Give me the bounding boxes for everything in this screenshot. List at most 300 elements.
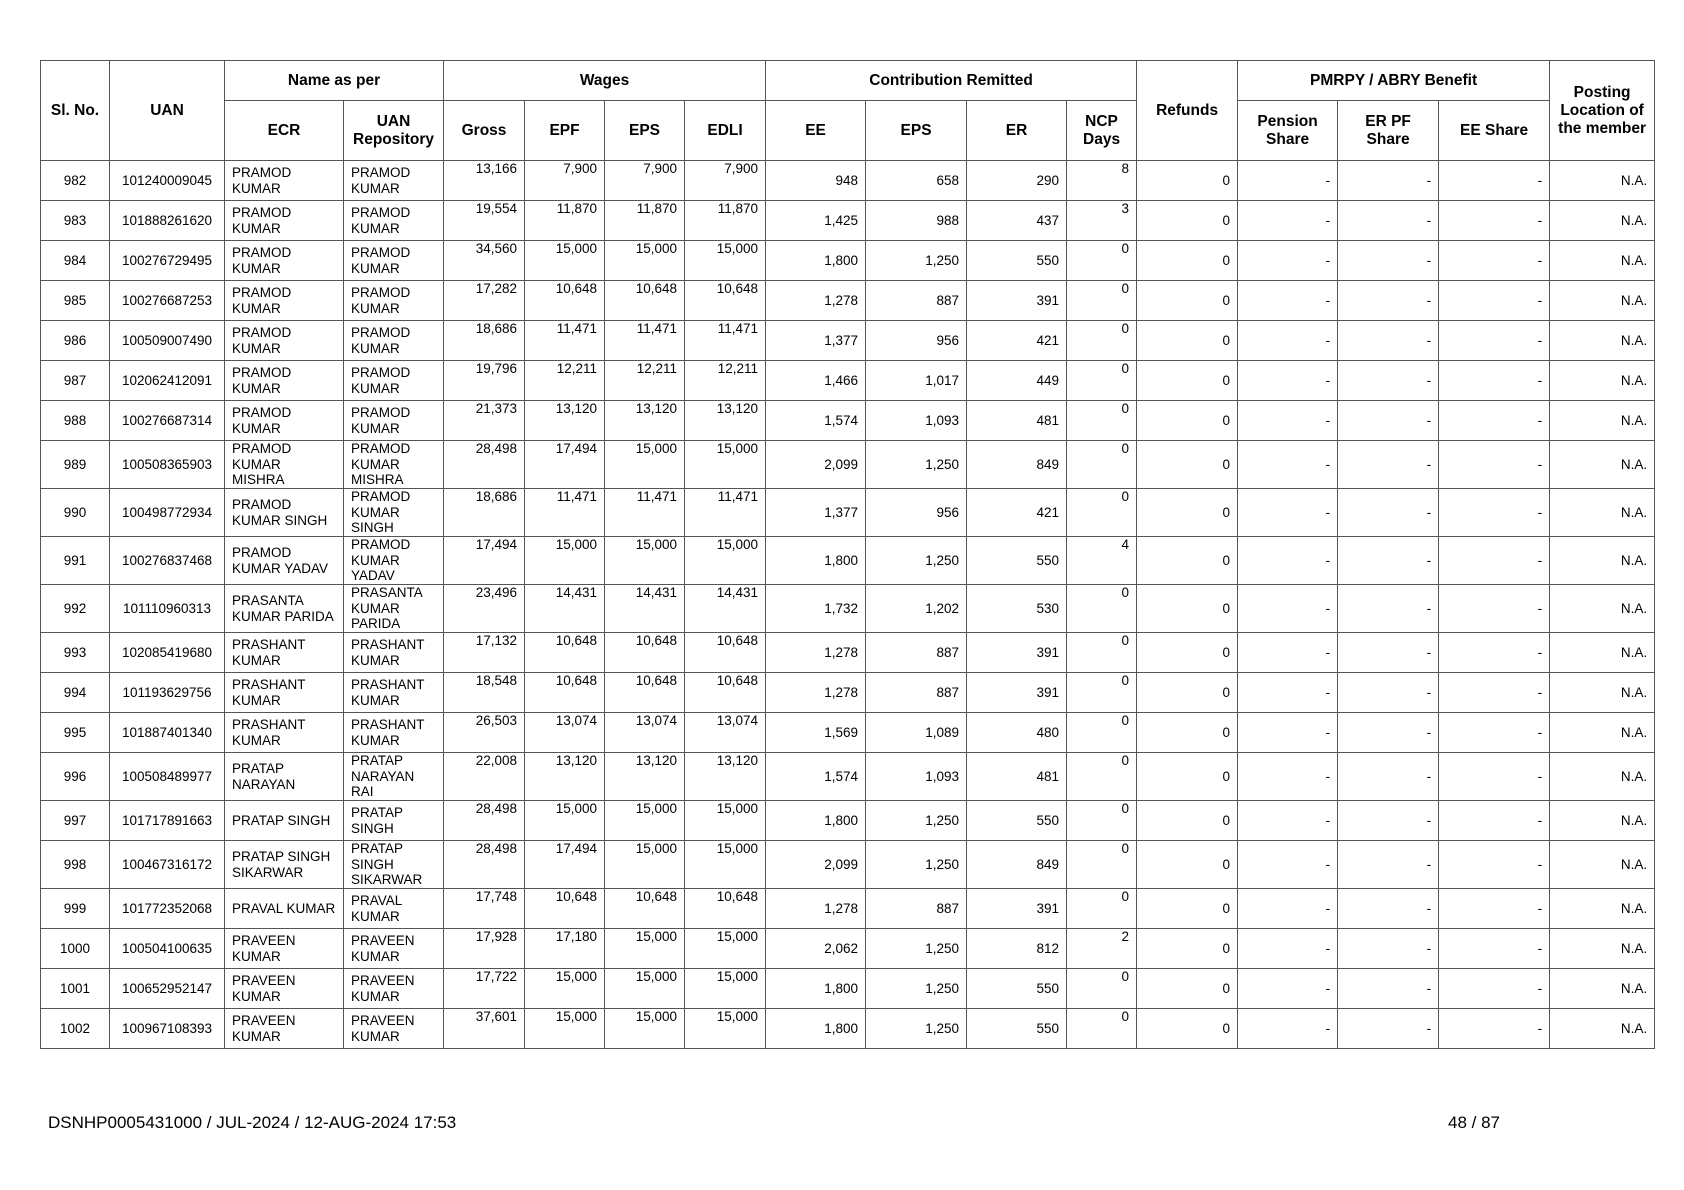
cell-ee-share: -: [1439, 321, 1550, 361]
cell-ee-share: -: [1439, 361, 1550, 401]
cell-er: 391: [967, 889, 1067, 929]
cell-posting-location: N.A.: [1550, 281, 1655, 321]
cell-uan-repository-name: PRAMOD KUMAR: [344, 201, 444, 241]
cell-er-pf-share: -: [1338, 969, 1439, 1009]
cell-ecr-name: PRAVEEN KUMAR: [225, 1009, 344, 1049]
cell-er: 480: [967, 713, 1067, 753]
cell-ncp-days: 0: [1067, 713, 1137, 753]
cell-epf: 15,000: [525, 1009, 605, 1049]
cell-sl-no: 997: [41, 801, 110, 841]
cell-posting-location: N.A.: [1550, 801, 1655, 841]
cell-ee-share: -: [1439, 161, 1550, 201]
cell-pension-share: -: [1238, 713, 1338, 753]
cell-epf: 15,000: [525, 969, 605, 1009]
cell-er: 421: [967, 321, 1067, 361]
table-row: [41, 713, 1655, 753]
cell-refunds: 0: [1137, 241, 1238, 281]
cell-pension-share: -: [1238, 633, 1338, 673]
cell-uan: 101240009045: [110, 161, 225, 201]
cell-edli: 15,000: [685, 969, 766, 1009]
cell-er-pf-share: -: [1338, 713, 1439, 753]
cell-er: 391: [967, 673, 1067, 713]
cell-gross: 23,496: [444, 585, 525, 633]
cell-epf: 10,648: [525, 673, 605, 713]
table-row: [41, 321, 1655, 361]
cell-eps-wages: 15,000: [605, 969, 685, 1009]
cell-gross: 19,554: [444, 201, 525, 241]
cell-refunds: 0: [1137, 889, 1238, 929]
table-header: [41, 61, 1655, 161]
cell-epf: 17,180: [525, 929, 605, 969]
cell-eps-wages: 13,120: [605, 753, 685, 801]
cell-eps-contribution: 1,202: [866, 585, 967, 633]
cell-uan: 100276837468: [110, 537, 225, 585]
cell-ee-share: -: [1439, 673, 1550, 713]
table-row: [41, 537, 1655, 585]
cell-edli: 12,211: [685, 361, 766, 401]
cell-er: 421: [967, 489, 1067, 537]
cell-epf: 13,120: [525, 401, 605, 441]
col-uan-repository: UAN Repository: [344, 101, 444, 161]
cell-uan: 101110960313: [110, 585, 225, 633]
cell-eps-wages: 15,000: [605, 241, 685, 281]
cell-uan: 100967108393: [110, 1009, 225, 1049]
cell-eps-wages: 11,471: [605, 489, 685, 537]
cell-uan: 101717891663: [110, 801, 225, 841]
cell-ee-share: -: [1439, 889, 1550, 929]
cell-uan: 101193629756: [110, 673, 225, 713]
table-row: [41, 201, 1655, 241]
cell-epf: 14,431: [525, 585, 605, 633]
cell-ee-share: -: [1439, 1009, 1550, 1049]
cell-refunds: 0: [1137, 321, 1238, 361]
cell-eps-contribution: 1,093: [866, 401, 967, 441]
cell-eps-wages: 7,900: [605, 161, 685, 201]
cell-refunds: 0: [1137, 801, 1238, 841]
cell-posting-location: N.A.: [1550, 841, 1655, 889]
cell-eps-contribution: 1,250: [866, 1009, 967, 1049]
group-contribution-remitted: Contribution Remitted: [766, 61, 1137, 101]
table-row: [41, 401, 1655, 441]
table-row: [41, 841, 1655, 889]
cell-ee: 1,425: [766, 201, 866, 241]
cell-pension-share: -: [1238, 241, 1338, 281]
cell-er-pf-share: -: [1338, 401, 1439, 441]
cell-er-pf-share: -: [1338, 361, 1439, 401]
cell-er: 812: [967, 929, 1067, 969]
col-ecr: ECR: [225, 101, 344, 161]
cell-refunds: 0: [1137, 673, 1238, 713]
cell-ee: 948: [766, 161, 866, 201]
cell-refunds: 0: [1137, 489, 1238, 537]
cell-eps-contribution: 1,250: [866, 801, 967, 841]
cell-edli: 14,431: [685, 585, 766, 633]
cell-ncp-days: 0: [1067, 1009, 1137, 1049]
cell-eps-wages: 15,000: [605, 801, 685, 841]
cell-refunds: 0: [1137, 401, 1238, 441]
cell-eps-contribution: 956: [866, 321, 967, 361]
cell-ee: 1,800: [766, 1009, 866, 1049]
cell-ecr-name: PRAMOD KUMAR MISHRA: [225, 441, 344, 489]
cell-ee: 1,278: [766, 633, 866, 673]
cell-ecr-name: PRAMOD KUMAR: [225, 321, 344, 361]
cell-ncp-days: 2: [1067, 929, 1137, 969]
cell-uan: 100509007490: [110, 321, 225, 361]
cell-sl-no: 982: [41, 161, 110, 201]
cell-posting-location: N.A.: [1550, 753, 1655, 801]
cell-sl-no: 996: [41, 753, 110, 801]
cell-edli: 15,000: [685, 241, 766, 281]
cell-uan: 100498772934: [110, 489, 225, 537]
cell-gross: 17,132: [444, 633, 525, 673]
cell-eps-contribution: 1,017: [866, 361, 967, 401]
cell-er: 849: [967, 841, 1067, 889]
cell-posting-location: N.A.: [1550, 969, 1655, 1009]
cell-ecr-name: PRAMOD KUMAR YADAV: [225, 537, 344, 585]
cell-gross: 18,686: [444, 321, 525, 361]
cell-er: 290: [967, 161, 1067, 201]
cell-eps-contribution: 1,089: [866, 713, 967, 753]
cell-sl-no: 999: [41, 889, 110, 929]
cell-ee: 1,574: [766, 753, 866, 801]
cell-uan: 100508489977: [110, 753, 225, 801]
cell-posting-location: N.A.: [1550, 537, 1655, 585]
cell-er: 391: [967, 281, 1067, 321]
cell-uan-repository-name: PRAMOD KUMAR MISHRA: [344, 441, 444, 489]
cell-ee: 1,466: [766, 361, 866, 401]
cell-refunds: 0: [1137, 201, 1238, 241]
cell-eps-wages: 13,074: [605, 713, 685, 753]
cell-ee: 1,377: [766, 489, 866, 537]
cell-gross: 17,748: [444, 889, 525, 929]
cell-uan: 101888261620: [110, 201, 225, 241]
cell-posting-location: N.A.: [1550, 929, 1655, 969]
cell-ncp-days: 0: [1067, 801, 1137, 841]
cell-pension-share: -: [1238, 585, 1338, 633]
cell-uan-repository-name: PRATAP SINGH SIKARWAR: [344, 841, 444, 889]
ecr-table: [40, 60, 1655, 1049]
cell-ecr-name: PRAMOD KUMAR: [225, 201, 344, 241]
cell-ncp-days: 0: [1067, 585, 1137, 633]
cell-ncp-days: 8: [1067, 161, 1137, 201]
cell-uan: 100652952147: [110, 969, 225, 1009]
cell-refunds: 0: [1137, 841, 1238, 889]
cell-uan: 101772352068: [110, 889, 225, 929]
cell-er: 437: [967, 201, 1067, 241]
cell-er: 550: [967, 969, 1067, 1009]
cell-er-pf-share: -: [1338, 889, 1439, 929]
cell-uan: 102062412091: [110, 361, 225, 401]
col-ee: EE: [766, 101, 866, 161]
cell-eps-contribution: 988: [866, 201, 967, 241]
cell-sl-no: 994: [41, 673, 110, 713]
cell-posting-location: N.A.: [1550, 673, 1655, 713]
table-row: [41, 889, 1655, 929]
cell-ncp-days: 0: [1067, 753, 1137, 801]
cell-ecr-name: PRASHANT KUMAR: [225, 713, 344, 753]
cell-gross: 28,498: [444, 841, 525, 889]
cell-ee-share: -: [1439, 713, 1550, 753]
cell-er-pf-share: -: [1338, 321, 1439, 361]
col-eps-wages: EPS: [605, 101, 685, 161]
cell-gross: 22,008: [444, 753, 525, 801]
col-gross: Gross: [444, 101, 525, 161]
cell-uan-repository-name: PRAMOD KUMAR SINGH: [344, 489, 444, 537]
cell-uan: 100467316172: [110, 841, 225, 889]
group-name-as-per: Name as per: [225, 61, 444, 101]
cell-edli: 15,000: [685, 929, 766, 969]
cell-ee-share: -: [1439, 753, 1550, 801]
cell-sl-no: 1001: [41, 969, 110, 1009]
cell-uan-repository-name: PRASANTA KUMAR PARIDA: [344, 585, 444, 633]
cell-ncp-days: 4: [1067, 537, 1137, 585]
cell-er-pf-share: -: [1338, 489, 1439, 537]
col-refunds: Refunds: [1137, 61, 1238, 161]
cell-ee: 1,800: [766, 537, 866, 585]
col-uan: UAN: [110, 61, 225, 161]
cell-uan: 101887401340: [110, 713, 225, 753]
cell-eps-contribution: 1,250: [866, 929, 967, 969]
cell-gross: 28,498: [444, 801, 525, 841]
cell-pension-share: -: [1238, 1009, 1338, 1049]
cell-uan-repository-name: PRAMOD KUMAR: [344, 161, 444, 201]
table-row: [41, 753, 1655, 801]
table-row: [41, 441, 1655, 489]
cell-epf: 15,000: [525, 537, 605, 585]
cell-pension-share: -: [1238, 401, 1338, 441]
cell-edli: 15,000: [685, 841, 766, 889]
cell-er: 391: [967, 633, 1067, 673]
cell-eps-contribution: 1,250: [866, 969, 967, 1009]
cell-ee: 2,062: [766, 929, 866, 969]
cell-sl-no: 993: [41, 633, 110, 673]
cell-eps-contribution: 956: [866, 489, 967, 537]
cell-ee-share: -: [1439, 841, 1550, 889]
cell-er-pf-share: -: [1338, 537, 1439, 585]
cell-ee: 1,800: [766, 241, 866, 281]
cell-pension-share: -: [1238, 361, 1338, 401]
cell-ncp-days: 0: [1067, 321, 1137, 361]
cell-pension-share: -: [1238, 489, 1338, 537]
cell-er: 550: [967, 1009, 1067, 1049]
cell-ee-share: -: [1439, 489, 1550, 537]
cell-edli: 15,000: [685, 537, 766, 585]
cell-refunds: 0: [1137, 585, 1238, 633]
cell-ee: 1,732: [766, 585, 866, 633]
cell-epf: 10,648: [525, 281, 605, 321]
cell-gross: 19,796: [444, 361, 525, 401]
cell-eps-wages: 15,000: [605, 441, 685, 489]
cell-ee: 1,800: [766, 801, 866, 841]
cell-eps-wages: 11,471: [605, 321, 685, 361]
cell-gross: 18,548: [444, 673, 525, 713]
cell-posting-location: N.A.: [1550, 401, 1655, 441]
cell-epf: 10,648: [525, 633, 605, 673]
cell-sl-no: 998: [41, 841, 110, 889]
cell-ee: 1,574: [766, 401, 866, 441]
cell-ee-share: -: [1439, 537, 1550, 585]
group-wages: Wages: [444, 61, 766, 101]
cell-edli: 15,000: [685, 801, 766, 841]
cell-posting-location: N.A.: [1550, 321, 1655, 361]
cell-gross: 17,722: [444, 969, 525, 1009]
col-er: ER: [967, 101, 1067, 161]
cell-eps-contribution: 1,093: [866, 753, 967, 801]
cell-eps-contribution: 887: [866, 889, 967, 929]
cell-gross: 34,560: [444, 241, 525, 281]
cell-ncp-days: 0: [1067, 841, 1137, 889]
cell-ecr-name: PRAVEEN KUMAR: [225, 969, 344, 1009]
cell-posting-location: N.A.: [1550, 241, 1655, 281]
cell-eps-contribution: 1,250: [866, 441, 967, 489]
cell-eps-wages: 13,120: [605, 401, 685, 441]
cell-uan-repository-name: PRAMOD KUMAR: [344, 401, 444, 441]
cell-edli: 13,074: [685, 713, 766, 753]
table-row: [41, 361, 1655, 401]
cell-sl-no: 990: [41, 489, 110, 537]
cell-ecr-name: PRASHANT KUMAR: [225, 673, 344, 713]
cell-posting-location: N.A.: [1550, 713, 1655, 753]
cell-er-pf-share: -: [1338, 929, 1439, 969]
cell-eps-contribution: 1,250: [866, 841, 967, 889]
cell-uan-repository-name: PRASHANT KUMAR: [344, 633, 444, 673]
cell-epf: 15,000: [525, 241, 605, 281]
cell-ecr-name: PRASHANT KUMAR: [225, 633, 344, 673]
table-row: [41, 281, 1655, 321]
cell-pension-share: -: [1238, 161, 1338, 201]
document-reference: DSNHP0005431000 / JUL-2024 / 12-AUG-2024 17:53: [48, 1113, 457, 1132]
cell-er-pf-share: -: [1338, 801, 1439, 841]
cell-eps-wages: 11,870: [605, 201, 685, 241]
cell-posting-location: N.A.: [1550, 441, 1655, 489]
cell-ncp-days: 0: [1067, 441, 1137, 489]
cell-pension-share: -: [1238, 281, 1338, 321]
col-edli: EDLI: [685, 101, 766, 161]
cell-posting-location: N.A.: [1550, 489, 1655, 537]
cell-gross: 17,282: [444, 281, 525, 321]
cell-uan-repository-name: PRAMOD KUMAR: [344, 361, 444, 401]
cell-epf: 11,471: [525, 321, 605, 361]
cell-refunds: 0: [1137, 161, 1238, 201]
cell-ecr-name: PRATAP SINGH SIKARWAR: [225, 841, 344, 889]
cell-sl-no: 987: [41, 361, 110, 401]
cell-gross: 21,373: [444, 401, 525, 441]
cell-uan-repository-name: PRAMOD KUMAR: [344, 241, 444, 281]
cell-eps-wages: 14,431: [605, 585, 685, 633]
cell-gross: 26,503: [444, 713, 525, 753]
cell-refunds: 0: [1137, 929, 1238, 969]
cell-er: 481: [967, 401, 1067, 441]
cell-sl-no: 988: [41, 401, 110, 441]
col-ee-share: EE Share: [1439, 101, 1550, 161]
cell-posting-location: N.A.: [1550, 585, 1655, 633]
cell-ee-share: -: [1439, 585, 1550, 633]
cell-ee-share: -: [1439, 241, 1550, 281]
cell-eps-contribution: 1,250: [866, 241, 967, 281]
cell-ee: 1,278: [766, 889, 866, 929]
cell-uan: 100276687253: [110, 281, 225, 321]
cell-pension-share: -: [1238, 969, 1338, 1009]
cell-edli: 10,648: [685, 281, 766, 321]
cell-pension-share: -: [1238, 841, 1338, 889]
cell-pension-share: -: [1238, 801, 1338, 841]
cell-edli: 7,900: [685, 161, 766, 201]
cell-eps-wages: 10,648: [605, 281, 685, 321]
col-pension-share: Pension Share: [1238, 101, 1338, 161]
cell-uan-repository-name: PRATAP NARAYAN RAI: [344, 753, 444, 801]
cell-er: 449: [967, 361, 1067, 401]
cell-pension-share: -: [1238, 673, 1338, 713]
cell-er-pf-share: -: [1338, 441, 1439, 489]
cell-eps-wages: 15,000: [605, 537, 685, 585]
cell-uan: 100276687314: [110, 401, 225, 441]
cell-epf: 10,648: [525, 889, 605, 929]
cell-ncp-days: 0: [1067, 241, 1137, 281]
cell-posting-location: N.A.: [1550, 889, 1655, 929]
cell-eps-contribution: 658: [866, 161, 967, 201]
cell-epf: 15,000: [525, 801, 605, 841]
cell-refunds: 0: [1137, 753, 1238, 801]
cell-eps-contribution: 887: [866, 633, 967, 673]
cell-sl-no: 995: [41, 713, 110, 753]
cell-gross: 37,601: [444, 1009, 525, 1049]
cell-ecr-name: PRAMOD KUMAR: [225, 281, 344, 321]
table-row: [41, 241, 1655, 281]
cell-pension-share: -: [1238, 753, 1338, 801]
col-eps-contribution: EPS: [866, 101, 967, 161]
cell-ncp-days: 0: [1067, 281, 1137, 321]
cell-ee: 2,099: [766, 441, 866, 489]
cell-sl-no: 1000: [41, 929, 110, 969]
cell-uan: 100504100635: [110, 929, 225, 969]
cell-er-pf-share: -: [1338, 1009, 1439, 1049]
group-pmrpy: PMRPY / ABRY Benefit: [1238, 61, 1550, 101]
col-sl-no: Sl. No.: [41, 61, 110, 161]
cell-posting-location: N.A.: [1550, 1009, 1655, 1049]
cell-ncp-days: 0: [1067, 361, 1137, 401]
cell-sl-no: 986: [41, 321, 110, 361]
cell-gross: 13,166: [444, 161, 525, 201]
cell-er: 481: [967, 753, 1067, 801]
table-row: [41, 1009, 1655, 1049]
cell-ee-share: -: [1439, 201, 1550, 241]
cell-edli: 11,471: [685, 489, 766, 537]
cell-ee-share: -: [1439, 401, 1550, 441]
cell-refunds: 0: [1137, 361, 1238, 401]
cell-ee-share: -: [1439, 441, 1550, 489]
cell-edli: 11,471: [685, 321, 766, 361]
cell-sl-no: 985: [41, 281, 110, 321]
table-row: [41, 585, 1655, 633]
cell-epf: 11,471: [525, 489, 605, 537]
cell-er: 550: [967, 801, 1067, 841]
cell-ee-share: -: [1439, 281, 1550, 321]
table-row: [41, 673, 1655, 713]
cell-posting-location: N.A.: [1550, 633, 1655, 673]
cell-pension-share: -: [1238, 441, 1338, 489]
cell-ee: 2,099: [766, 841, 866, 889]
cell-uan: 100508365903: [110, 441, 225, 489]
table-row: [41, 633, 1655, 673]
cell-pension-share: -: [1238, 889, 1338, 929]
cell-uan-repository-name: PRAMOD KUMAR YADAV: [344, 537, 444, 585]
cell-sl-no: 989: [41, 441, 110, 489]
cell-edli: 15,000: [685, 441, 766, 489]
cell-sl-no: 1002: [41, 1009, 110, 1049]
cell-ecr-name: PRASANTA KUMAR PARIDA: [225, 585, 344, 633]
cell-ee-share: -: [1439, 969, 1550, 1009]
cell-eps-wages: 12,211: [605, 361, 685, 401]
